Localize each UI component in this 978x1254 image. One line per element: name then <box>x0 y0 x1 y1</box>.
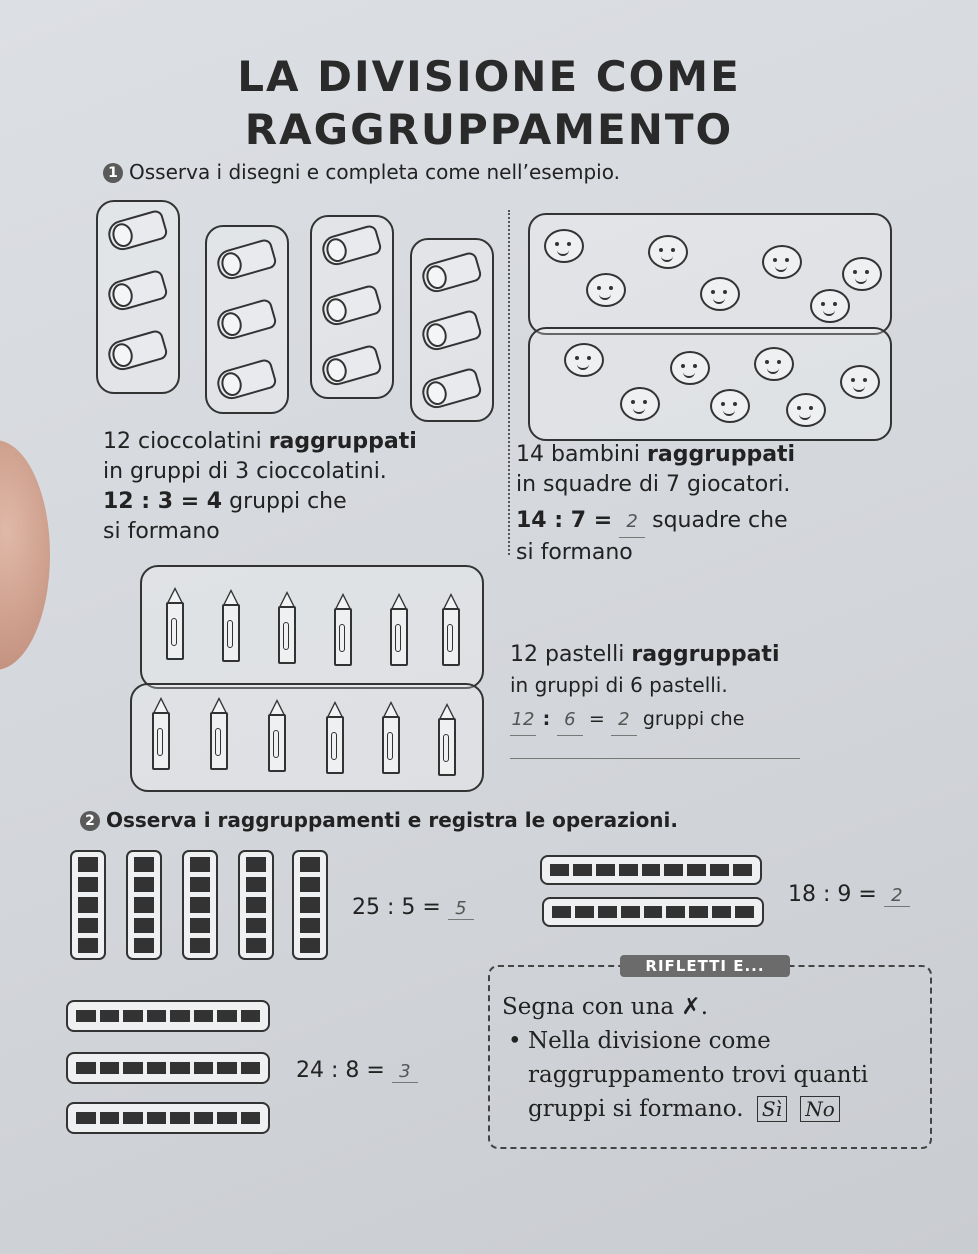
pencil-icon <box>278 591 296 661</box>
pencil-icon <box>152 697 170 767</box>
chocolate-icon <box>105 329 169 374</box>
pencil-text-2: in gruppi di 6 pastelli. <box>510 673 728 697</box>
operation-24-8 <box>296 1058 418 1083</box>
block-bar <box>542 897 764 927</box>
block-column <box>126 850 162 960</box>
chocolate-text-2: in gruppi di 3 cioccolatini. <box>103 459 387 484</box>
chocolate-group-2 <box>205 225 289 414</box>
block-column <box>70 850 106 960</box>
chocolate-icon <box>419 367 483 412</box>
children-text-2: in squadre di 7 giocatori. <box>516 472 791 497</box>
finger-photo <box>0 440 50 670</box>
pencil-icon <box>222 589 240 659</box>
operation-18-9 <box>788 882 910 907</box>
child-face-icon <box>786 393 826 427</box>
chocolate-description <box>103 427 493 547</box>
child-face-icon <box>620 387 660 421</box>
chocolate-text-3: gruppi che <box>222 489 347 514</box>
child-face-icon <box>710 389 750 423</box>
pencil-group-2 <box>130 683 484 792</box>
rifletti-line-1: Segna con una ✗. <box>502 994 709 1020</box>
rifletti-line-3: raggruppamento trovi quanti <box>528 1062 869 1088</box>
chocolate-icon <box>319 344 383 389</box>
child-face-icon <box>754 347 794 381</box>
title-line-1: LA DIVISIONE COME <box>237 52 741 101</box>
rifletti-tag: RIFLETTI E... <box>620 955 790 977</box>
child-face-icon <box>810 289 850 323</box>
child-face-icon <box>670 351 710 385</box>
chocolate-group-3 <box>310 215 394 399</box>
exercise-1-instruction <box>103 160 620 184</box>
yes-checkbox[interactable]: Sì <box>757 1096 787 1122</box>
pencil-icon <box>210 697 228 767</box>
pencil-dividend[interactable]: 12 <box>510 705 536 736</box>
chocolate-icon <box>319 284 383 329</box>
operation-25-5 <box>352 895 474 920</box>
children-text-1b: raggruppati <box>647 442 796 467</box>
chocolate-text-1a: 12 cioccolatini <box>103 429 269 454</box>
children-answer[interactable]: 2 <box>619 507 645 538</box>
operation-18-9-answer[interactable]: 2 <box>884 885 910 907</box>
children-text-3: squadre che <box>645 508 788 533</box>
title-line-2: RAGGRUPPAMENTO <box>244 105 734 154</box>
rifletti-line-4: gruppi si formano. <box>528 1096 744 1122</box>
children-team-1 <box>528 213 892 335</box>
chocolate-icon <box>419 309 483 354</box>
rifletti-content <box>502 990 912 1126</box>
pencil-answer[interactable]: 2 <box>611 705 637 736</box>
block-column <box>182 850 218 960</box>
pencil-group-1 <box>140 565 484 689</box>
no-checkbox[interactable]: No <box>800 1096 840 1122</box>
chocolate-text-1b: raggruppati <box>268 429 417 454</box>
chocolate-icon <box>419 251 483 296</box>
rifletti-line-2: Nella divisione come <box>528 1028 771 1054</box>
chocolate-operation: 12 : 3 = 4 <box>103 489 223 514</box>
block-bar <box>540 855 762 885</box>
pencil-icon <box>166 587 184 657</box>
child-face-icon <box>544 229 584 263</box>
block-column <box>292 850 328 960</box>
children-text-4: si formano <box>516 540 633 565</box>
dotted-divider <box>508 210 510 555</box>
pencil-icon <box>334 593 352 663</box>
block-bar <box>66 1102 270 1134</box>
chocolate-icon <box>319 224 383 269</box>
operation-24-8-answer[interactable]: 3 <box>392 1061 418 1083</box>
operation-24-8-text: 24 : 8 = <box>296 1058 385 1083</box>
operation-25-5-answer[interactable]: 5 <box>448 898 474 920</box>
pencil-text-1b: raggruppati <box>631 642 780 667</box>
chocolate-text-4: si formano <box>103 519 220 544</box>
chocolate-icon <box>214 298 278 343</box>
chocolate-icon <box>214 358 278 403</box>
pencil-colon: : <box>536 708 557 730</box>
child-face-icon <box>564 343 604 377</box>
child-face-icon <box>842 257 882 291</box>
block-bar <box>66 1000 270 1032</box>
child-face-icon <box>700 277 740 311</box>
pencil-icon <box>326 701 344 771</box>
block-bar <box>66 1052 270 1084</box>
pencil-icon <box>390 593 408 663</box>
child-face-icon <box>762 245 802 279</box>
pencil-answer-line[interactable] <box>510 744 800 759</box>
chocolate-icon <box>214 238 278 283</box>
pencil-icon <box>442 593 460 663</box>
children-team-2 <box>528 327 892 441</box>
pencil-text-1a: 12 pastelli <box>510 642 632 667</box>
exercise-number-1: 1 <box>103 163 123 183</box>
child-face-icon <box>648 235 688 269</box>
pencil-description <box>510 640 810 759</box>
exercise-1-text: Osserva i disegni e completa come nell’esempio. <box>129 160 620 184</box>
block-column <box>238 850 274 960</box>
pencil-text-3: gruppi che <box>636 708 745 730</box>
exercise-2-instruction <box>80 808 678 832</box>
exercise-number-2: 2 <box>80 811 100 831</box>
pencil-icon <box>268 699 286 769</box>
children-description <box>516 440 916 568</box>
chocolate-group-1 <box>96 200 180 394</box>
child-face-icon <box>586 273 626 307</box>
exercise-2-text: Osserva i raggruppamenti e registra le operazioni. <box>106 808 679 832</box>
chocolate-icon <box>105 269 169 314</box>
pencil-divisor[interactable]: 6 <box>557 705 583 736</box>
bullet-icon: • <box>508 1028 522 1054</box>
children-text-1a: 14 bambini <box>516 442 647 467</box>
children-operation: 14 : 7 = <box>516 508 613 533</box>
pencil-icon <box>382 701 400 771</box>
operation-18-9-text: 18 : 9 = <box>788 882 877 907</box>
operation-25-5-text: 25 : 5 = <box>352 895 441 920</box>
child-face-icon <box>840 365 880 399</box>
chocolate-group-4 <box>410 238 494 422</box>
pencil-equals: = <box>582 708 611 730</box>
pencil-icon <box>438 703 456 773</box>
chocolate-icon <box>105 209 169 254</box>
